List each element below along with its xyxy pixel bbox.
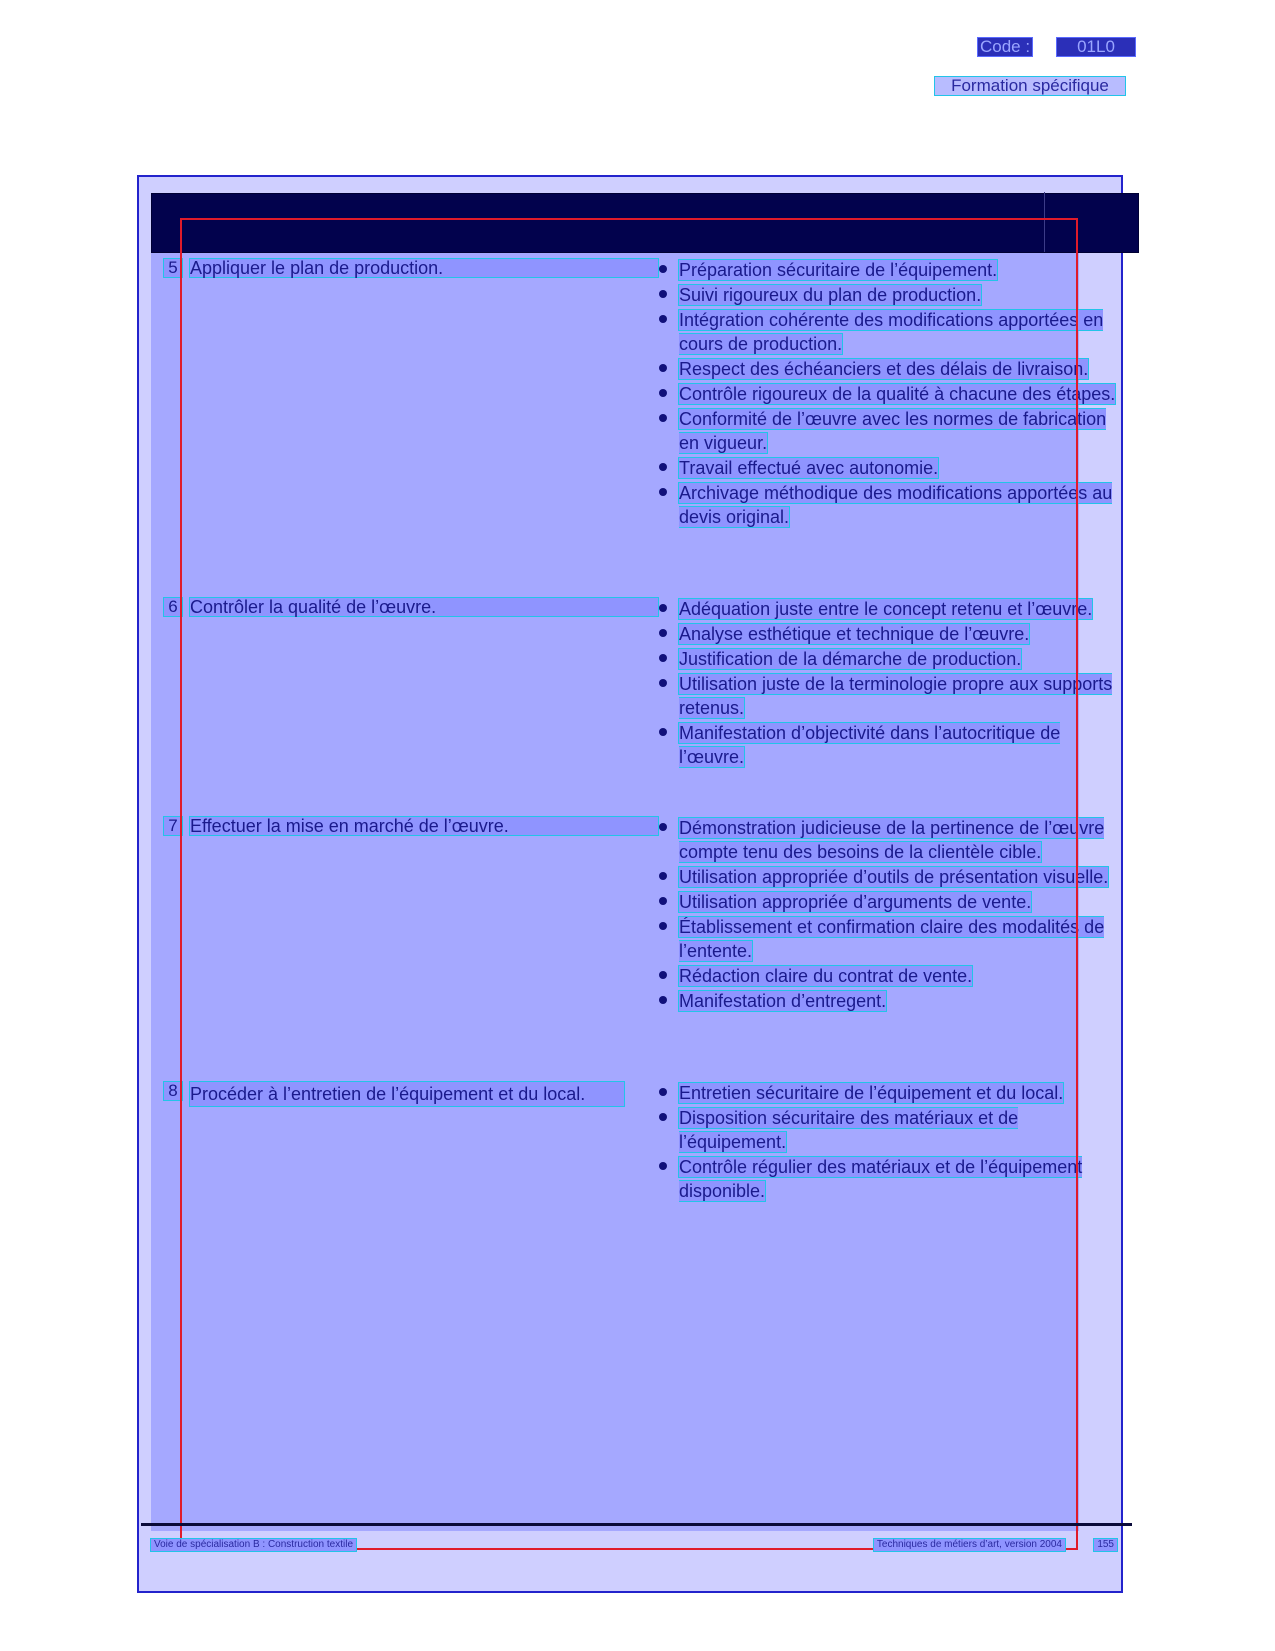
competency-title: Procéder à l’entretien de l’équipement et du local. [189, 1081, 625, 1111]
list-item: Rédaction claire du contrat de vente. [657, 964, 1123, 988]
competency-number: 6 [163, 597, 183, 617]
competency-title: Effectuer la mise en marché de l’œuvre. [189, 816, 659, 840]
list-item: Démonstration judicieuse de la pertinence de l’œuvre compte tenu des besoins de la clientèle cible. [657, 816, 1123, 864]
code-label: Code : [977, 37, 1033, 57]
code-bar [151, 193, 1139, 253]
list-item: Archivage méthodique des modifications apportées au devis original. [657, 481, 1123, 529]
list-item: Utilisation juste de la terminologie propre aux supports retenus. [657, 672, 1123, 720]
list-item: Adéquation juste entre le concept retenu et l’œuvre. [657, 597, 1123, 621]
list-item: Préparation sécuritaire de l’équipement. [657, 258, 1123, 282]
code-divider [1044, 192, 1045, 252]
criteria-list [657, 597, 1123, 770]
list-item: Entretien sécuritaire de l’équipement et du local. [657, 1081, 1123, 1105]
criteria-list [657, 258, 1123, 530]
list-item: Manifestation d’entregent. [657, 989, 1123, 1013]
list-item: Disposition sécuritaire des matériaux et de l’équipement. [657, 1106, 1123, 1154]
list-item: Intégration cohérente des modifications apportées en cours de production. [657, 308, 1123, 356]
competency-title: Appliquer le plan de production. [189, 258, 659, 282]
list-item: Travail effectué avec autonomie. [657, 456, 1123, 480]
list-item: Contrôle régulier des matériaux et de l’équipement disponible. [657, 1155, 1123, 1203]
list-item: Suivi rigoureux du plan de production. [657, 283, 1123, 307]
list-item: Respect des échéanciers et des délais de livraison. [657, 357, 1123, 381]
competency-number: 5 [163, 258, 183, 278]
list-item: Contrôle rigoureux de la qualité à chacune des étapes. [657, 382, 1123, 406]
competency-number: 7 [163, 816, 183, 836]
competency-number: 8 [163, 1081, 183, 1101]
list-item: Utilisation appropriée d’outils de présentation visuelle. [657, 865, 1123, 889]
section-title: Formation spécifique [934, 76, 1126, 96]
criteria-list [657, 1081, 1123, 1204]
page-footer [150, 1538, 1118, 1554]
list-item: Justification de la démarche de production. [657, 647, 1123, 671]
criteria-list [657, 816, 1123, 1014]
page-number: 155 [1093, 1538, 1118, 1552]
footer-rule [141, 1523, 1132, 1526]
footer-right: Techniques de métiers d’art, version 2004 [873, 1538, 1066, 1552]
competency-title: Contrôler la qualité de l’œuvre. [189, 597, 659, 621]
list-item: Analyse esthétique et technique de l’œuvre. [657, 622, 1123, 646]
footer-left: Voie de spécialisation B : Construction textile [150, 1538, 357, 1552]
code-value: 01L0 [1056, 37, 1136, 57]
list-item: Manifestation d’objectivité dans l’autocritique de l’œuvre. [657, 721, 1123, 769]
list-item: Établissement et confirmation claire des modalités de l’entente. [657, 915, 1123, 963]
list-item: Conformité de l’œuvre avec les normes de fabrication en vigueur. [657, 407, 1123, 455]
list-item: Utilisation appropriée d’arguments de vente. [657, 890, 1123, 914]
